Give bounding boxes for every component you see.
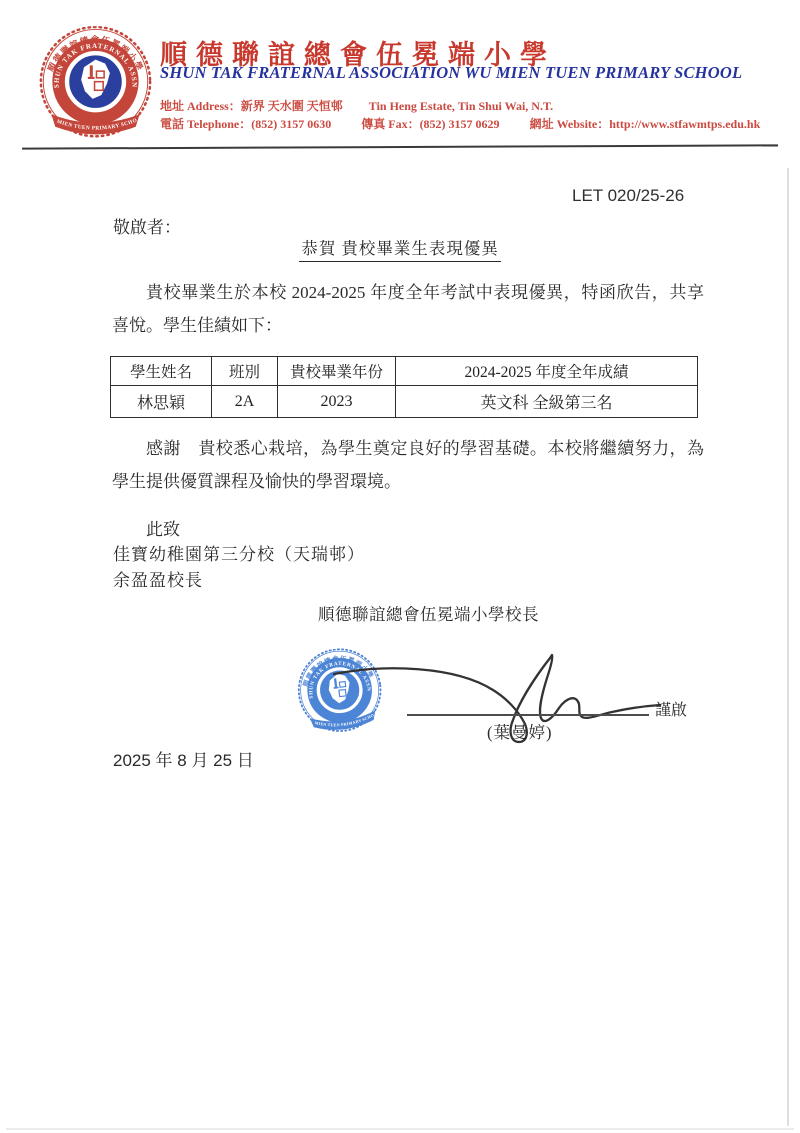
cell-class: 2A bbox=[212, 386, 278, 418]
header-student-name: 學生姓名 bbox=[111, 357, 212, 386]
website-label: 網址 Website：http://www.stfawmtps.edu.hk bbox=[529, 117, 761, 131]
page-bottom-shadow bbox=[6, 1128, 794, 1130]
school-name-english: SHUN TAK FRATERNAL ASSOCIATION WU MIEN TUEN PRIMARY SCHOOL bbox=[160, 63, 743, 82]
sign-off: 謹啟 bbox=[655, 702, 688, 719]
subject-line bbox=[0, 235, 800, 259]
contact-line bbox=[160, 115, 760, 132]
address-chinese: 地址 Address：新界 天水圍 天恒邨 bbox=[160, 99, 343, 113]
header-class: 班別 bbox=[212, 357, 278, 386]
signer-name: (葉曼婷) bbox=[487, 723, 553, 742]
table-row bbox=[111, 386, 698, 418]
header-annual-result: 2024-2025 年度全年成績 bbox=[396, 357, 698, 386]
paragraph-thanks: 感謝 貴校悉心栽培，為學生奠定良好的學習基礎。本校將繼續努力，為學生提供優質課程及愉快的學習環境。 bbox=[112, 439, 704, 491]
reference-number: LET 020/25-26 bbox=[572, 186, 685, 205]
signature-line bbox=[407, 714, 649, 716]
letter-date: 2025 年 8 月 25 日 bbox=[113, 751, 254, 770]
fax-label: 傳真 Fax：(852) 3157 0629 bbox=[361, 117, 500, 131]
header-divider bbox=[22, 144, 778, 149]
sender-title: 順德聯誼總會伍冕端小學校長 bbox=[318, 605, 539, 624]
recipient-school: 佳寶幼稚園第三分校（天瑞邨） bbox=[113, 545, 365, 564]
address-line bbox=[160, 97, 553, 114]
cell-student-name: 林思穎 bbox=[111, 386, 212, 418]
phone-label: 電話 Telephone：(852) 3157 0630 bbox=[160, 117, 332, 131]
cell-annual-result: 英文科 全級第三名 bbox=[396, 386, 698, 418]
paragraph-intro: 貴校畢業生於本校 2024-2025 年度全年考試中表現優異，特函欣告，共享喜悅。學生佳績如下： bbox=[112, 283, 704, 335]
closing-phrase: 此致 bbox=[146, 520, 180, 539]
header-graduation-year: 貴校畢業年份 bbox=[278, 357, 396, 386]
school-logo-icon bbox=[38, 26, 153, 145]
page-edge-shadow bbox=[787, 168, 789, 1126]
subject-text: 恭賀 貴校畢業生表現優異 bbox=[299, 239, 501, 262]
table-header-row bbox=[111, 357, 698, 386]
student-results-table bbox=[110, 356, 698, 418]
salutation: 敬啟者： bbox=[113, 218, 181, 237]
recipient-principal: 余盈盈校長 bbox=[113, 571, 203, 590]
address-english: Tin Heng Estate, Tin Shui Wai, N.T. bbox=[368, 99, 554, 113]
school-name-chinese: 順德聯誼總會伍冕端小學 bbox=[160, 40, 556, 70]
cell-graduation-year: 2023 bbox=[278, 386, 396, 418]
